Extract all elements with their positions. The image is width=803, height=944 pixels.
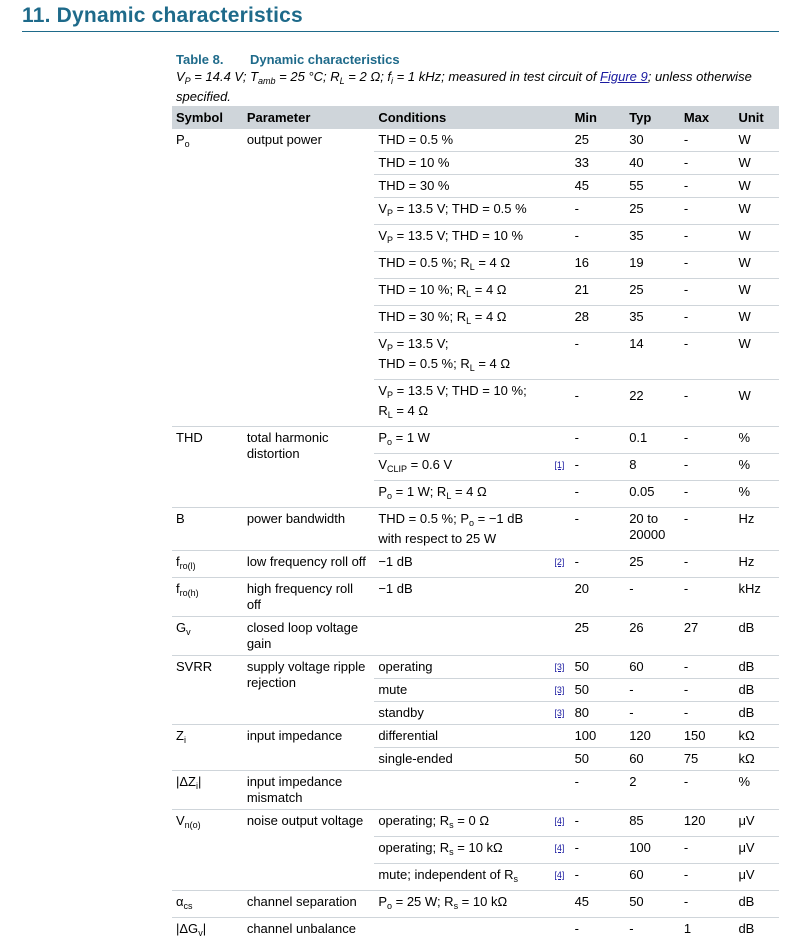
footnote-ref-link[interactable]: [4] xyxy=(554,816,564,826)
table-row: $G_v$ closed loop voltage gain 25 26 27 dB xyxy=(172,617,779,656)
parameter-cell: supply voltage ripple rejection xyxy=(243,656,375,725)
parameter-cell: output power xyxy=(243,129,375,427)
section-divider xyxy=(22,31,779,32)
parameter-cell: power bandwidth xyxy=(243,508,375,551)
table-row: $V_{n(o)}$ noise output voltage operating; $R_s = 0$ Ω [4] - 85 120 μV xyxy=(172,810,779,837)
footnote-ref-link[interactable]: [3] xyxy=(554,708,564,718)
footnote-ref-link[interactable]: [4] xyxy=(554,843,564,853)
symbol-cell: B xyxy=(172,508,243,551)
condition-cell: THD = 10 % xyxy=(374,152,554,175)
symbol-cell: SVRR xyxy=(172,656,243,725)
parameter-cell: input impedance mismatch xyxy=(243,771,375,810)
table-row: single-ended 50 60 75 kΩ xyxy=(172,748,779,771)
condition-cell: $P_o = 1$ W; $R_L = 4$ Ω xyxy=(374,481,554,508)
table-row: THD total harmonic distortion $P_o = 1$ W - 0.1 - % xyxy=(172,427,779,454)
table-row: $|\Delta G_v|$ channel unbalance - - 1 dB xyxy=(172,918,779,944)
condition-cell: mute; independent of $R_s$ xyxy=(374,864,554,891)
table-row: THD = 30 %; $R_L = 4$ Ω 28 35 - W xyxy=(172,306,779,333)
col-max: Max xyxy=(680,106,735,129)
parameter-cell: noise output voltage xyxy=(243,810,375,891)
table-row: mute; independent of $R_s$ [4] - 60 - μV xyxy=(172,864,779,891)
col-unit: Unit xyxy=(734,106,779,129)
symbol-cell: $G_v$ xyxy=(172,617,243,656)
table-row: THD = 0.5 %; $R_L = 4$ Ω 16 19 - W xyxy=(172,252,779,279)
section-title: 11. Dynamic characteristics xyxy=(22,4,303,28)
condition-cell: $V_P = 13.5$ V; THD = 10 %; $R_L = 4$ Ω xyxy=(374,380,554,427)
parameter-cell: channel separation xyxy=(243,891,375,918)
symbol-cell: $|\Delta Z_i|$ xyxy=(172,771,243,810)
condition-cell: $V_P = 13.5$ V; THD = 0.5 % xyxy=(374,198,554,225)
symbol-cell: $V_{n(o)}$ xyxy=(172,810,243,891)
condition-cell: standby xyxy=(374,702,554,725)
table-row: $V_P = 13.5$ V; THD = 0.5 %; $R_L = 4$ Ω - 14 - W xyxy=(172,333,779,380)
parameter-cell: high frequency roll off xyxy=(243,578,375,617)
table-row: $P_o$ output power THD = 0.5 % 25 30 - W xyxy=(172,129,779,152)
condition-cell: THD = 10 %; $R_L = 4$ Ω xyxy=(374,279,554,306)
table-row: THD = 10 % 33 40 - W xyxy=(172,152,779,175)
condition-cell: THD = 0.5 % xyxy=(374,129,554,152)
col-symbol: Symbol xyxy=(172,106,243,129)
footnote-ref-link[interactable]: [2] xyxy=(554,557,564,567)
condition-cell: $P_o = 1$ W xyxy=(374,427,554,454)
condition-cell xyxy=(374,617,554,656)
table-caption xyxy=(176,52,776,67)
condition-cell: THD = 30 % xyxy=(374,175,554,198)
parameter-cell: total harmonic distortion xyxy=(243,427,375,508)
table-row: $V_P = 13.5$ V; THD = 0.5 % - 25 - W xyxy=(172,198,779,225)
table-row: $f_{ro(h)}$ high frequency roll off −1 dB 20 - - kHz xyxy=(172,578,779,617)
table-row: $Z_i$ input impedance differential 100 120 150 kΩ xyxy=(172,725,779,748)
condition-cell: $P_o = 25$ W; $R_s = 10$ kΩ xyxy=(374,891,554,918)
condition-cell: $V_P = 13.5$ V; THD = 0.5 %; $R_L = 4$ Ω xyxy=(374,333,554,380)
dynamic-characteristics-table xyxy=(172,106,779,944)
condition-cell: operating xyxy=(374,656,554,679)
symbol-cell: $Z_i$ xyxy=(172,725,243,771)
condition-cell: −1 dB xyxy=(374,578,554,617)
table-row: $V_P = 13.5$ V; THD = 10 %; $R_L = 4$ Ω - 22 - W xyxy=(172,380,779,427)
condition-cell: $V_P = 13.5$ V; THD = 10 % xyxy=(374,225,554,252)
table-row: operating; $R_s = 10$ kΩ [4] - 100 - μV xyxy=(172,837,779,864)
table-row: THD = 30 % 45 55 - W xyxy=(172,175,779,198)
table-note: $V_P = 14.4$ V; $T_{amb} = 25$ °C; $R_L = 2$ Ω; $f_i = 1$ kHz; measured in test circuit of Figure 9; unless otherwise specified. xyxy=(176,69,776,105)
symbol-cell: $f_{ro(h)}$ xyxy=(172,578,243,617)
table-header-row xyxy=(172,106,779,129)
parameter-cell: input impedance xyxy=(243,725,375,771)
figure-9-link[interactable]: Figure 9 xyxy=(600,69,648,84)
table-row: $|\Delta Z_i|$ input impedance mismatch - 2 - % xyxy=(172,771,779,810)
condition-cell: operating; $R_s = 0$ Ω xyxy=(374,810,554,837)
table-number: Table 8. xyxy=(176,52,250,67)
symbol-cell: $P_o$ xyxy=(172,129,243,427)
footnote-ref-link[interactable]: [3] xyxy=(554,662,564,672)
col-typ: Typ xyxy=(625,106,680,129)
condition-cell: mute xyxy=(374,679,554,702)
condition-cell: operating; $R_s = 10$ kΩ xyxy=(374,837,554,864)
condition-cell: THD = 0.5 %; $R_L = 4$ Ω xyxy=(374,252,554,279)
footnote-ref-link[interactable]: [4] xyxy=(554,870,564,880)
condition-cell: −1 dB xyxy=(374,551,554,578)
table-row: SVRR supply voltage ripple rejection operating [3] 50 60 - dB xyxy=(172,656,779,679)
symbol-cell: $f_{ro(l)}$ xyxy=(172,551,243,578)
symbol-cell: THD xyxy=(172,427,243,508)
condition-cell: differential xyxy=(374,725,554,748)
table-row: mute [3] 50 - - dB xyxy=(172,679,779,702)
table-title: Dynamic characteristics xyxy=(250,52,400,67)
col-conditions: Conditions xyxy=(374,106,554,129)
col-parameter: Parameter xyxy=(243,106,375,129)
table-row: standby [3] 80 - - dB xyxy=(172,702,779,725)
parameter-cell: closed loop voltage gain xyxy=(243,617,375,656)
condition-cell xyxy=(374,918,554,944)
table-row: $\alpha_{cs}$ channel separation $P_o = 25$ W; $R_s = 10$ kΩ 45 50 - dB xyxy=(172,891,779,918)
symbol-cell: $\alpha_{cs}$ xyxy=(172,891,243,918)
condition-cell xyxy=(374,771,554,810)
condition-cell: $V_{CLIP} = 0.6$ V xyxy=(374,454,554,481)
condition-cell: THD = 0.5 %; $P_o = -1$ dB with respect to 25 W xyxy=(374,508,554,551)
parameter-cell: low frequency roll off xyxy=(243,551,375,578)
parameter-cell: channel unbalance xyxy=(243,918,375,944)
condition-cell: THD = 30 %; $R_L = 4$ Ω xyxy=(374,306,554,333)
footnote-ref-link[interactable]: [3] xyxy=(554,685,564,695)
table-row: $P_o = 1$ W; $R_L = 4$ Ω - 0.05 - % xyxy=(172,481,779,508)
table-row: $V_P = 13.5$ V; THD = 10 % - 35 - W xyxy=(172,225,779,252)
table-row: THD = 10 %; $R_L = 4$ Ω 21 25 - W xyxy=(172,279,779,306)
condition-cell: single-ended xyxy=(374,748,554,771)
col-min: Min xyxy=(571,106,626,129)
table-row: $f_{ro(l)}$ low frequency roll off −1 dB [2] - 25 - Hz xyxy=(172,551,779,578)
footnote-ref-link[interactable]: [1] xyxy=(554,460,564,470)
symbol-cell: $|\Delta G_v|$ xyxy=(172,918,243,944)
table-row: B power bandwidth THD = 0.5 %; $P_o = -1$ dB with respect to 25 W - 20 to 20000 - Hz xyxy=(172,508,779,551)
table-row: $V_{CLIP} = 0.6$ V [1] - 8 - % xyxy=(172,454,779,481)
